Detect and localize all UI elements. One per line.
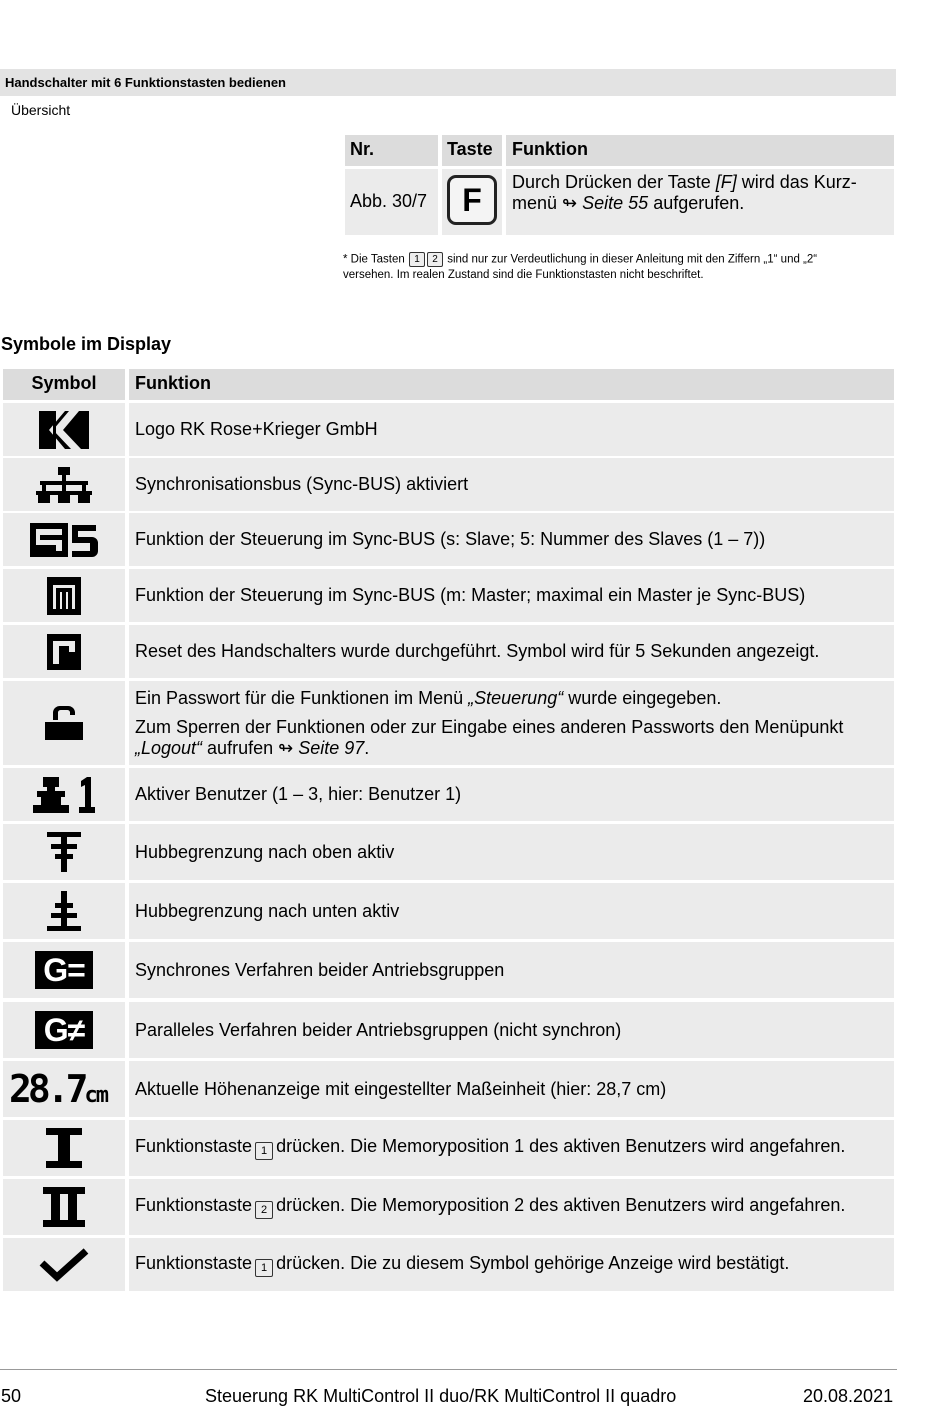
key-1-marker: 1	[409, 252, 425, 267]
user-1-icon	[31, 777, 97, 813]
symbol-function-text	[129, 1120, 894, 1176]
symbol-cell	[3, 1120, 125, 1176]
logout-paragraph	[135, 717, 894, 759]
height-display-icon	[9, 1067, 125, 1111]
text: aufrufen	[202, 737, 279, 758]
overview-label: Übersicht	[11, 102, 71, 118]
menu-ref: „Logout“	[135, 737, 203, 758]
text: drücken. Die Memoryposition 1 des aktiven Benutzers wird angefahren.	[276, 1136, 846, 1156]
symbol-cell	[3, 824, 125, 880]
symbols-section-title: Symbole im Display	[1, 334, 172, 354]
upper-limit-icon	[47, 832, 81, 872]
symbol-function-text	[129, 1179, 894, 1235]
symbol-cell	[3, 513, 125, 566]
f-key-icon: F	[447, 175, 497, 225]
menu-ref: „Steuerung“	[468, 687, 564, 708]
memory-1-icon	[46, 1128, 82, 1168]
symbol-cell	[3, 1179, 125, 1235]
document-title: Steuerung RK MultiControl II duo/RK MultiControl II quadro	[205, 1386, 677, 1406]
symbol-cell	[3, 942, 125, 998]
key-table-funktion	[506, 169, 894, 235]
symbol-function-text: Aktiver Benutzer (1 – 3, hier: Benutzer 1)	[129, 768, 894, 821]
key-table-header-taste: Taste	[442, 135, 502, 166]
text: wurde eingegeben.	[563, 687, 722, 708]
symbol-cell	[3, 768, 125, 821]
func-text: wird das Kurz-menü	[512, 172, 857, 213]
slave-s5-icon	[30, 523, 98, 557]
symbol-cell	[3, 458, 125, 511]
symbol-function-text: Logo RK Rose+Krieger GmbH	[129, 403, 894, 456]
section-header-title: Handschalter mit 6 Funktionstasten bedienen	[5, 75, 286, 90]
func-text: aufgerufen.	[648, 193, 745, 213]
text: Zum Sperren der Funktionen oder zur Eingabe eines anderen Passworts den Menüpunkt	[135, 716, 844, 737]
key-table-header-funktion: Funktion	[506, 135, 894, 166]
symbol-function-text: Synchrones Verfahren beider Antriebsgruppen	[129, 942, 894, 998]
symbol-cell	[3, 883, 125, 939]
footer-divider	[0, 1369, 897, 1370]
page-link[interactable]: Seite 55	[582, 193, 649, 213]
symbol-cell	[3, 625, 125, 678]
symbol-cell	[3, 1238, 125, 1291]
height-value: 28.7	[9, 1067, 85, 1111]
text: Funktionstaste	[135, 1195, 253, 1215]
sync-groups-icon: G=	[35, 951, 93, 989]
document-date: 20.08.2021	[803, 1386, 894, 1406]
height-unit: cm	[84, 1083, 108, 1108]
symbol-function-text: Funktion der Steuerung im Sync-BUS (s: Slave; 5: Nummer des Slaves (1 – 7))	[129, 513, 894, 566]
key-2-marker: 2	[427, 252, 443, 267]
symbol-function-text: Synchronisationsbus (Sync-BUS) aktiviert	[129, 458, 894, 511]
master-m-icon	[47, 577, 81, 615]
footnote-text: * Die Tasten	[343, 253, 405, 266]
password-paragraph	[135, 688, 894, 709]
key-1-marker: 1	[255, 1142, 273, 1160]
text: drücken. Die zu diesem Symbol gehörige Anzeige wird bestätigt.	[276, 1252, 790, 1273]
page-number: 50	[1, 1386, 22, 1406]
symbol-cell	[3, 1002, 125, 1058]
unlock-icon	[45, 706, 83, 740]
checkmark-icon	[39, 1247, 89, 1283]
func-key-ref: [F]	[715, 172, 737, 192]
symbol-function-text	[129, 681, 894, 765]
text: Funktionstaste	[135, 1136, 253, 1156]
text: drücken. Die Memoryposition 2 des aktiven Benutzers wird angefahren.	[276, 1195, 846, 1215]
parallel-groups-icon: G≠	[35, 1011, 93, 1049]
text: .	[364, 737, 370, 758]
text: Ein Passwort für die Funktionen im Menü	[135, 687, 469, 708]
lower-limit-icon	[47, 891, 81, 931]
memory-2-icon	[43, 1187, 85, 1227]
key-2-marker: 2	[255, 1201, 273, 1219]
symbol-function-text	[129, 1238, 894, 1291]
reset-icon	[47, 634, 81, 670]
symbol-cell	[3, 681, 125, 765]
link-arrow-icon: ↬	[278, 737, 294, 758]
symbols-header-symbol: Symbol	[3, 369, 125, 400]
symbols-header-funktion: Funktion	[129, 369, 894, 400]
key-table-header-nr: Nr.	[345, 135, 438, 166]
footnote-text: sind nur zur Verdeutlichung in dieser Anleitung mit den Ziffern „1“ und „2“ versehen. Im realen Zustand sind die Funktionstasten nicht beschriftet.	[343, 253, 818, 281]
symbol-function-text: Funktion der Steuerung im Sync-BUS (m: Master; maximal ein Master je Sync-BUS)	[129, 569, 894, 622]
symbol-function-text: Hubbegrenzung nach unten aktiv	[129, 883, 894, 939]
key-1-marker: 1	[255, 1259, 273, 1277]
symbol-function-text: Hubbegrenzung nach oben aktiv	[129, 824, 894, 880]
text: Funktionstaste	[135, 1252, 253, 1273]
symbol-cell	[3, 403, 125, 456]
symbol-cell	[3, 1061, 125, 1117]
section-header-bar	[0, 69, 896, 96]
symbol-function-text: Reset des Handschalters wurde durchgeführt. Symbol wird für 5 Sekunden angezeigt.	[129, 625, 894, 678]
link-arrow-icon: ↬	[562, 193, 578, 213]
page-link[interactable]: Seite 97	[298, 737, 365, 758]
symbol-function-text: Paralleles Verfahren beider Antriebsgruppen (nicht synchron)	[129, 1002, 894, 1058]
func-text: Durch Drücken der Taste	[512, 172, 716, 192]
rk-logo-icon	[39, 411, 89, 449]
footnote	[343, 252, 868, 283]
sync-bus-icon	[36, 467, 92, 503]
key-table-nr: Abb. 30/7	[345, 169, 438, 235]
symbol-cell	[3, 569, 125, 622]
symbol-function-text: Aktuelle Höhenanzeige mit eingestellter Maßeinheit (hier: 28,7 cm)	[129, 1061, 894, 1117]
